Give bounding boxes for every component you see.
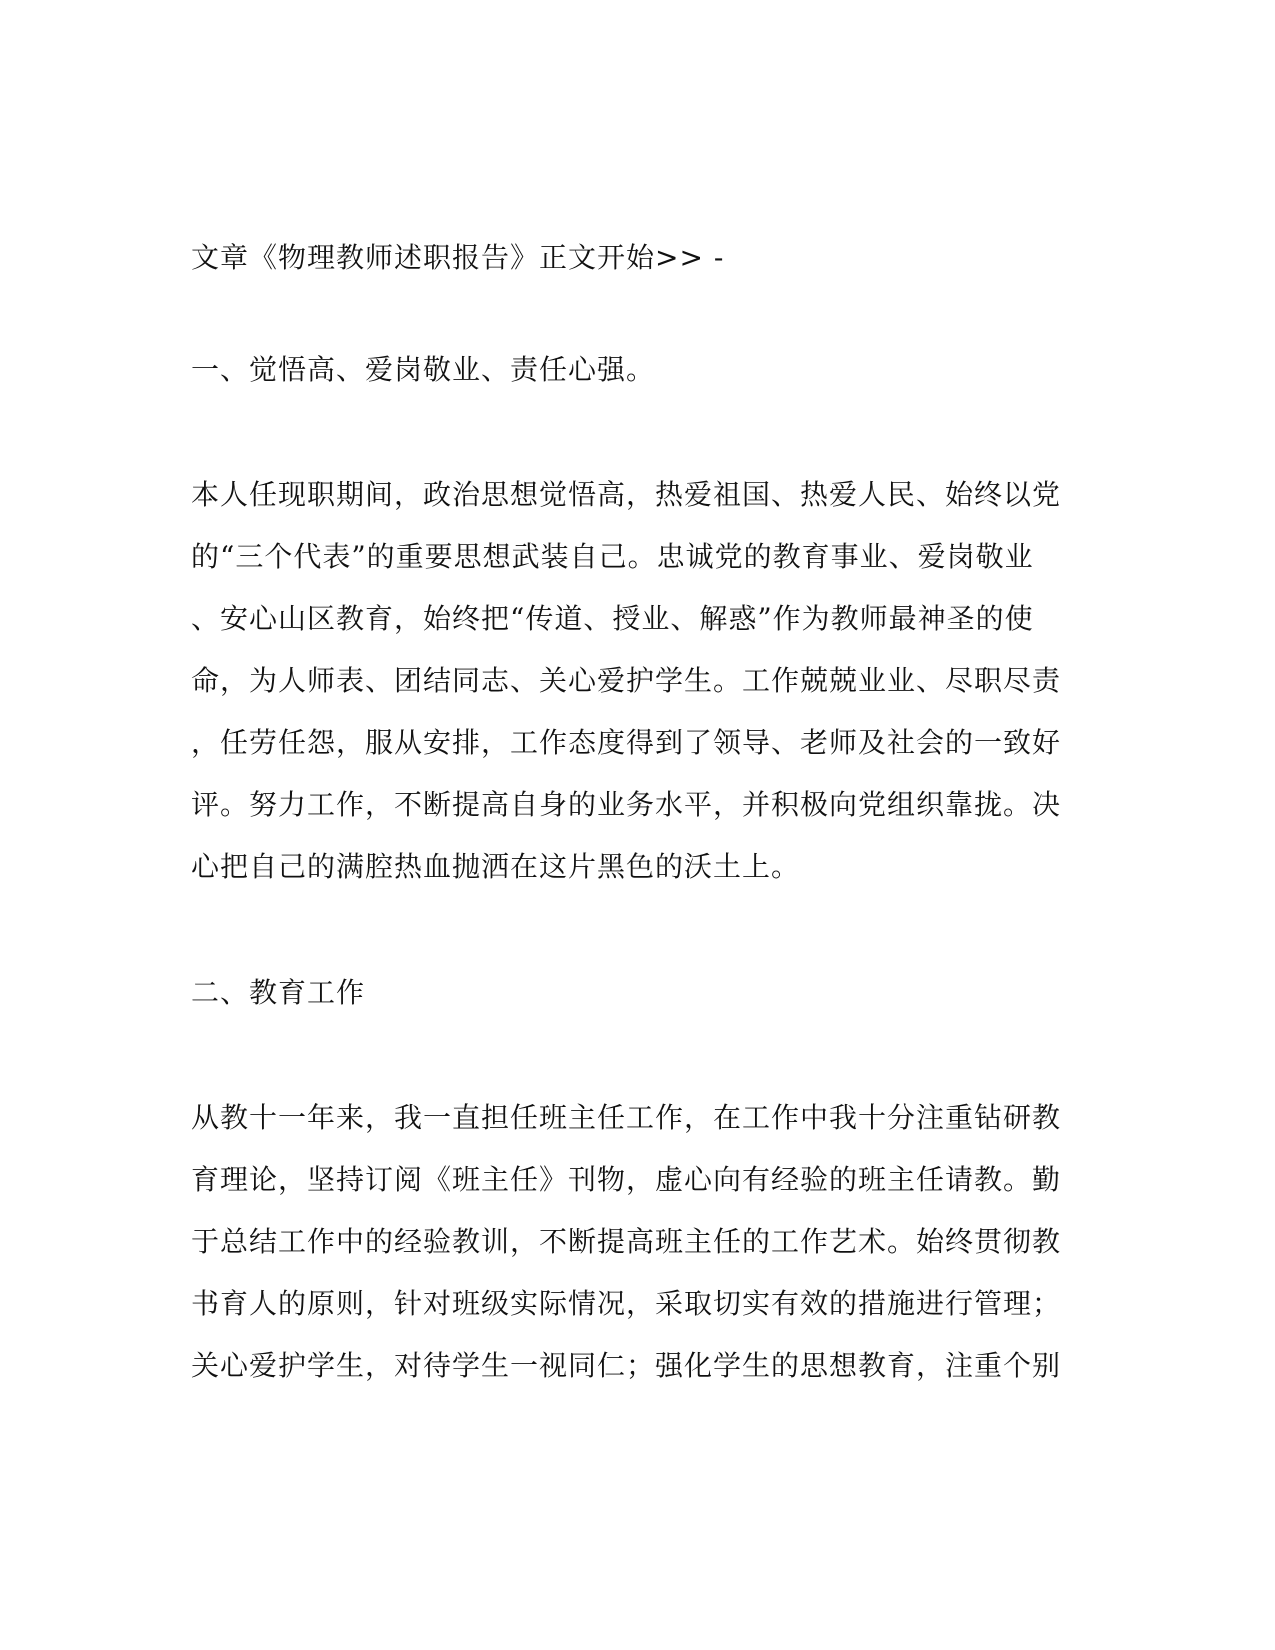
- paragraph-line: 心把自己的满腔热血抛洒在这片黑色的沃土上。: [191, 850, 801, 883]
- paragraph-line: 评。努力工作，不断提高自身的业务水平，并积极向党组织靠拢。决: [191, 788, 1062, 821]
- paragraph-line: 于总结工作中的经验教训，不断提高班主任的工作艺术。始终贯彻教: [191, 1225, 1062, 1258]
- paragraph-line: 育理论，坚持订阅《班主任》刊物，虚心向有经验的班主任请教。勤: [191, 1163, 1062, 1196]
- paragraph-line: 书育人的原则，针对班级实际情况，采取切实有效的措施进行管理；: [191, 1287, 1062, 1320]
- paragraph-line: 从教十一年来，我一直担任班主任工作，在工作中我十分注重钻研教: [191, 1101, 1062, 1134]
- paragraph-line: 本人任现职期间，政治思想觉悟高，热爱祖国、热爱人民、始终以党: [191, 478, 1062, 511]
- section-1-heading: 一、觉悟高、爱岗敬业、责任心强。: [191, 353, 656, 386]
- paragraph-line: ，任劳任怨，服从安排，工作态度得到了领导、老师及社会的一致好: [191, 726, 1062, 759]
- paragraph-line: 、安心山区教育，始终把“传道、授业、解惑”作为教师最神圣的使: [191, 602, 1034, 635]
- paragraph-line: 的“三个代表”的重要思想武装自己。忠诚党的教育事业、爱岗敬业: [191, 540, 1034, 573]
- paragraph-line: 关心爱护学生，对待学生一视同仁；强化学生的思想教育，注重个别: [191, 1349, 1062, 1382]
- section-2-heading: 二、教育工作: [191, 976, 366, 1009]
- paragraph-line: 命，为人师表、团结同志、关心爱护学生。工作兢兢业业、尽职尽责: [191, 664, 1062, 697]
- header-line: 文章《物理教师述职报告》正文开始>> -: [191, 241, 725, 274]
